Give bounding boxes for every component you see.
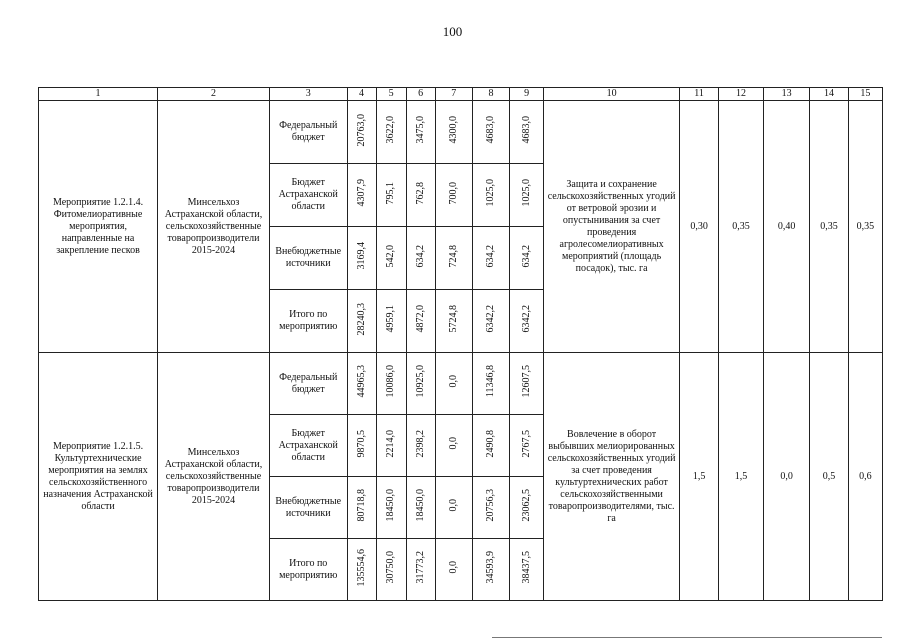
value-text: 4300,0	[447, 116, 459, 144]
target-value: 1,5	[679, 353, 718, 601]
value-text: 3622,0	[385, 116, 397, 144]
table-row	[39, 101, 883, 164]
target-value: 0,30	[679, 101, 718, 353]
value-cell	[435, 415, 472, 477]
indicator: Защита и сохранение сельскохозяйственных угодий от ветровой эрозии и опустынивания за счет проведения агролесомелиоративных мероприятий (площадь посадок), тыс. га	[544, 101, 680, 353]
value-cell	[347, 164, 376, 227]
value-cell	[347, 290, 376, 353]
value-cell	[347, 539, 376, 601]
value-cell	[510, 227, 544, 290]
value-cell	[406, 290, 435, 353]
value-cell	[406, 477, 435, 539]
indicator: Вовлечение в оборот выбывших мелиорированных сельскохозяйственных угодий за счет проведения культуртехнических работ сельскохозяйственными товаропроизводителями, тыс. га	[544, 353, 680, 601]
value-cell	[510, 415, 544, 477]
value-text: 700,0	[447, 181, 459, 205]
value-text: 44965,3	[355, 365, 367, 398]
funding-source: Федеральный бюджет	[269, 101, 347, 164]
funding-source: Федеральный бюджет	[269, 353, 347, 415]
value-cell	[376, 353, 406, 415]
value-cell	[376, 539, 406, 601]
col-header-8: 8	[472, 88, 509, 101]
col-header-15: 15	[848, 88, 882, 101]
value-cell	[435, 353, 472, 415]
value-text: 542,0	[385, 244, 397, 268]
value-cell	[472, 477, 509, 539]
value-cell	[347, 477, 376, 539]
value-cell	[510, 101, 544, 164]
value-text: 1025,0	[520, 179, 532, 207]
value-cell	[347, 353, 376, 415]
value-text: 634,2	[520, 244, 532, 268]
value-text: 28240,3	[355, 302, 367, 336]
event-name: Мероприятие 1.2.1.5. Культуртехнические мероприятия на землях сельскохозяйственного назначения Астраханской области	[39, 353, 158, 601]
value-cell	[347, 415, 376, 477]
value-text: 12607,5	[520, 365, 532, 398]
target-value: 1,5	[719, 353, 764, 601]
value-cell	[472, 101, 509, 164]
col-header-3: 3	[269, 88, 347, 101]
funding-source: Внебюджетные источники	[269, 477, 347, 539]
value-text: 23062,5	[520, 489, 532, 522]
value-text: 1025,0	[484, 179, 496, 207]
value-cell	[406, 101, 435, 164]
header-row	[39, 88, 883, 101]
value-text: 2490,8	[484, 429, 496, 458]
value-cell	[435, 477, 472, 539]
col-header-6: 6	[406, 88, 435, 101]
target-value: 0,5	[810, 353, 848, 601]
target-value: 0,35	[848, 101, 882, 353]
value-text: 4872,0	[414, 305, 426, 333]
value-text: 6342,2	[520, 305, 532, 333]
target-value: 0,35	[719, 101, 764, 353]
target-value: 0,35	[810, 101, 848, 353]
col-header-7: 7	[435, 88, 472, 101]
value-text: 4683,0	[484, 116, 496, 144]
col-header-5: 5	[376, 88, 406, 101]
value-text: 795,1	[385, 181, 397, 205]
target-value: 0,40	[763, 101, 810, 353]
value-text: 2214,0	[385, 429, 397, 458]
value-cell	[510, 477, 544, 539]
col-header-12: 12	[719, 88, 764, 101]
value-cell	[376, 415, 406, 477]
target-value: 0,6	[848, 353, 882, 601]
value-text: 4959,1	[385, 305, 397, 333]
col-header-10: 10	[544, 88, 680, 101]
page-number: 100	[442, 24, 463, 39]
value-cell	[406, 539, 435, 601]
value-text: 30750,0	[385, 551, 397, 584]
value-text: 5724,8	[447, 305, 459, 333]
target-value: 0,0	[763, 353, 810, 601]
funding-source: Бюджет Астраханской области	[269, 164, 347, 227]
value-text: 18450,0	[385, 489, 397, 522]
value-text: 634,2	[484, 244, 496, 268]
value-cell	[435, 101, 472, 164]
value-text: 634,2	[414, 244, 426, 268]
funding-source: Внебюджетные источники	[269, 227, 347, 290]
value-text: 724,8	[447, 244, 459, 268]
value-text: 20763,0	[355, 113, 367, 147]
value-text: 34593,9	[484, 551, 496, 584]
value-text: 18450,0	[414, 489, 426, 522]
col-header-11: 11	[679, 88, 718, 101]
value-cell	[347, 101, 376, 164]
value-cell	[510, 164, 544, 227]
value-text: 3169,4	[355, 242, 367, 270]
funding-source: Итого по мероприятию	[269, 290, 347, 353]
value-cell	[472, 164, 509, 227]
value-cell	[435, 164, 472, 227]
value-cell	[472, 539, 509, 601]
executor: Минсельхоз Астраханской области, сельскохозяйственные товаропроизводители 2015-2024	[158, 353, 270, 601]
value-text: 6342,2	[484, 305, 496, 333]
value-cell	[510, 539, 544, 601]
bottom-rule	[492, 637, 882, 638]
value-text: 20756,3	[484, 489, 496, 522]
value-text: 9870,5	[355, 429, 367, 458]
value-text: 0,0	[447, 437, 459, 450]
value-text: 0,0	[447, 499, 459, 512]
value-text: 762,8	[414, 181, 426, 205]
value-cell	[376, 164, 406, 227]
value-text: 31773,2	[414, 551, 426, 584]
value-text: 38437,5	[520, 551, 532, 584]
value-text: 10086,0	[385, 365, 397, 398]
value-text: 11346,8	[484, 365, 496, 398]
value-cell	[510, 353, 544, 415]
value-text: 80718,8	[355, 489, 367, 522]
col-header-13: 13	[763, 88, 810, 101]
value-cell	[472, 415, 509, 477]
value-text: 10925,0	[414, 365, 426, 398]
value-cell	[472, 290, 509, 353]
col-header-4: 4	[347, 88, 376, 101]
col-header-9: 9	[510, 88, 544, 101]
value-cell	[435, 227, 472, 290]
value-cell	[406, 353, 435, 415]
value-text: 0,0	[447, 561, 459, 574]
value-cell	[376, 477, 406, 539]
value-cell	[376, 227, 406, 290]
value-text: 135554,6	[355, 548, 367, 587]
executor: Минсельхоз Астраханской области, сельскохозяйственные товаропроизводители 2015-2024	[158, 101, 270, 353]
value-cell	[376, 290, 406, 353]
funding-source: Итого по мероприятию	[269, 539, 347, 601]
value-text: 2398,2	[414, 429, 426, 458]
col-header-2: 2	[158, 88, 270, 101]
value-cell	[347, 227, 376, 290]
value-text: 2767,5	[520, 429, 532, 458]
col-header-1: 1	[39, 88, 158, 101]
value-cell	[406, 164, 435, 227]
value-cell	[406, 227, 435, 290]
value-text: 4307,9	[355, 179, 367, 207]
value-cell	[510, 290, 544, 353]
table-row	[39, 353, 883, 415]
value-text: 0,0	[447, 375, 459, 388]
value-cell	[472, 353, 509, 415]
value-cell	[435, 539, 472, 601]
col-header-14: 14	[810, 88, 848, 101]
value-cell	[472, 227, 509, 290]
value-cell	[435, 290, 472, 353]
program-table	[38, 87, 883, 601]
value-text: 4683,0	[520, 116, 532, 144]
event-name: Мероприятие 1.2.1.4. Фитомелиоративные мероприятия, направленные на закрепление песков	[39, 101, 158, 353]
value-cell	[406, 415, 435, 477]
funding-source: Бюджет Астраханской области	[269, 415, 347, 477]
value-cell	[376, 101, 406, 164]
value-text: 3475,0	[414, 116, 426, 144]
